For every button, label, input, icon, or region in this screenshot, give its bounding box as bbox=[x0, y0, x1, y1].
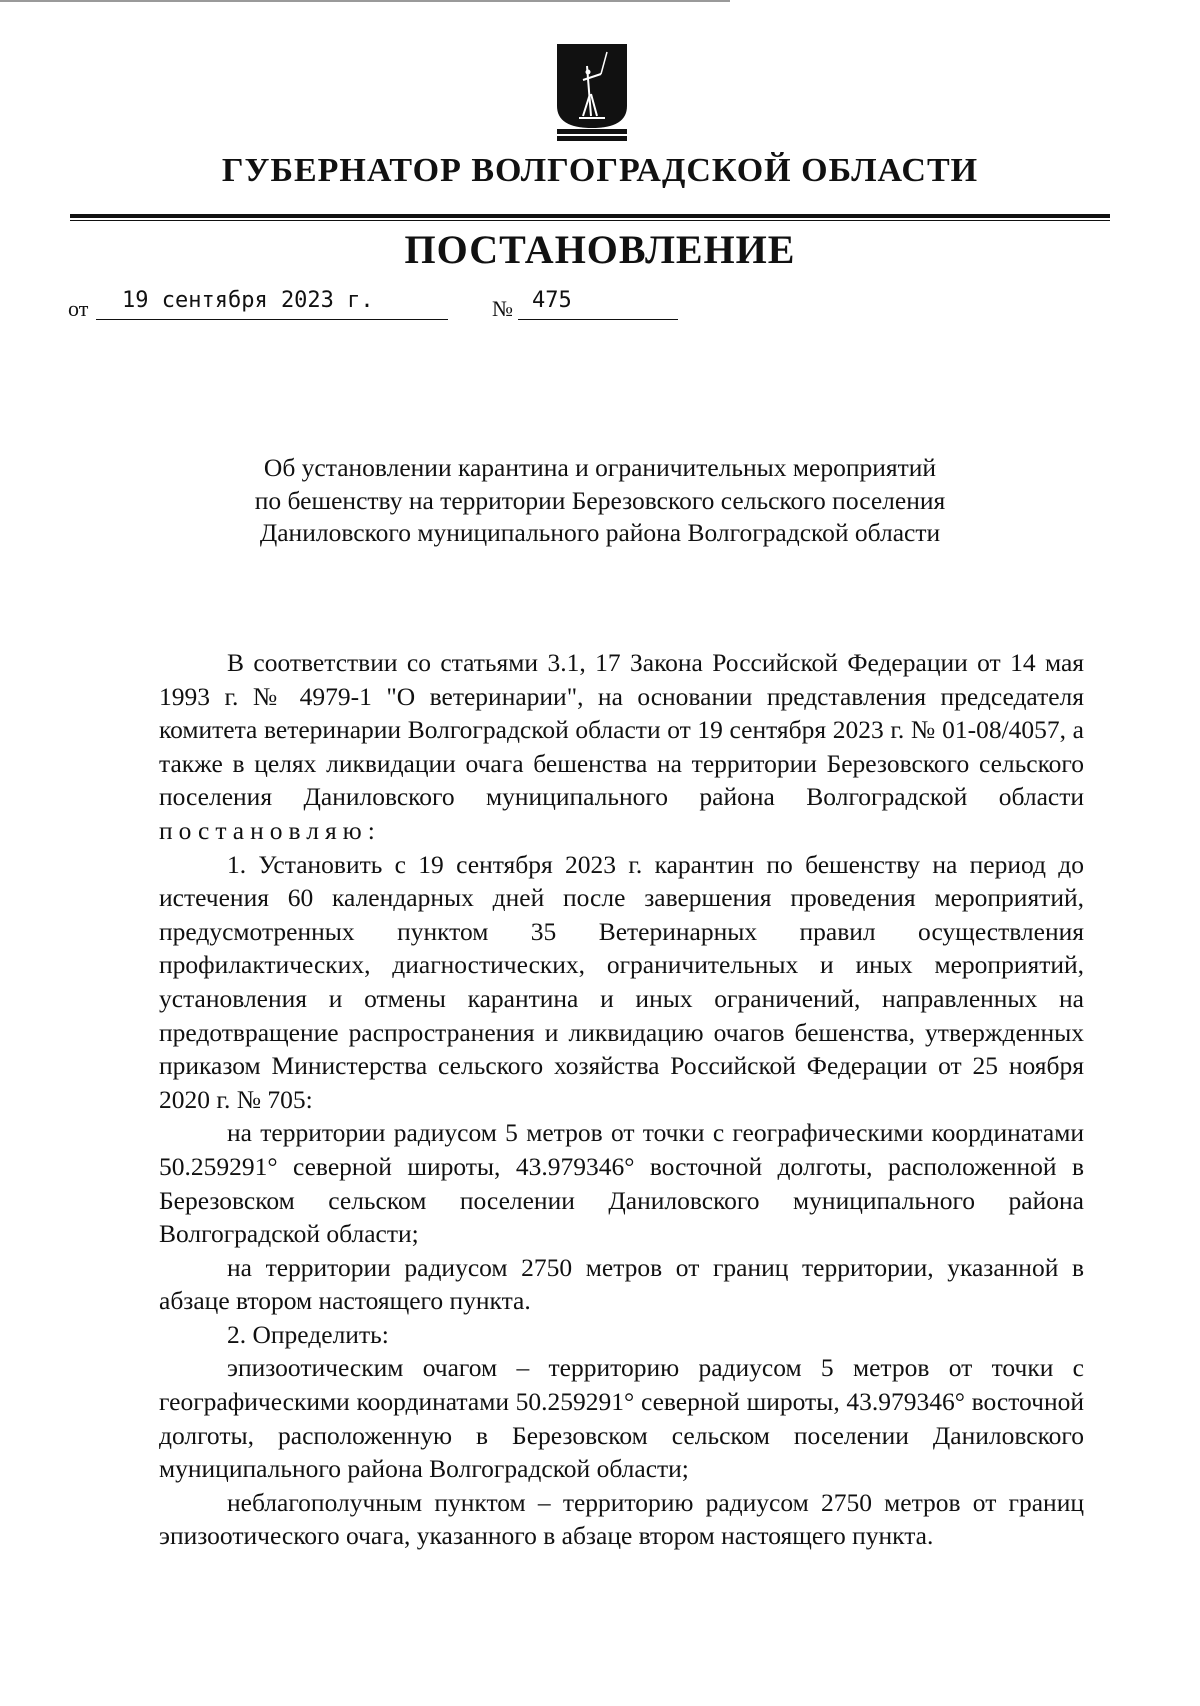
clause-2-abzac-1: эпизоотическим очагом – территорию радиусом 5 метров от точки с географическими координатами 50.259291° северной широты, 43.979346° восточной долготы, расположенную в Березовском сельском поселении Даниловского муниципального района Волгоградской области; bbox=[159, 1353, 1084, 1484]
emblem-base-bars bbox=[557, 129, 627, 141]
decree-word: постановляю: bbox=[159, 815, 381, 845]
document-body bbox=[159, 646, 1084, 1553]
number-prefix: № bbox=[492, 296, 513, 321]
clause-2-abzac-2: неблагополучным пунктом – территорию радиусом 2750 метров от границ эпизоотического очага, указанного в абзаце втором настоящего пункта. bbox=[159, 1487, 1084, 1551]
document-type-title: ПОСТАНОВЛЕНИЕ bbox=[404, 227, 796, 272]
subject-line: по бешенству на территории Березовского сельского поселения bbox=[254, 485, 946, 515]
subject-line: Даниловского муниципального района Волгоградской области bbox=[259, 518, 941, 547]
clause-2: 2. Определить: bbox=[227, 1319, 389, 1349]
document-subject bbox=[180, 452, 1020, 550]
header-rule-thin bbox=[70, 220, 1110, 221]
date-prefix: от bbox=[68, 296, 89, 321]
preamble-text: В соответствии со статьями 3.1, 17 Закона Российской Федерации от 14 мая 1993 г. № 4979-1 "О ветеринарии", на основании представления председателя комитета ветеринарии Волгоградской области от 19 сентября 2023 г. № 01-08/4057, а также в целях ликвидации очага бешенства на территории Березовского сельского поселения Даниловского муниципального района Волгоградской области bbox=[159, 648, 1084, 812]
clause-1: 1. Установить с 19 сентября 2023 г. карантин по бешенству на период до истечения 60 календарных дней после завершения проведения мероприятий, предусмотренных пунктом 35 Ветеринарных правил осуществления профилактических, диагностических, ограничительных и иных мероприятий, установления и отмены карантина и иных ограничений, направленных на предотвращение распространения и ликвидацию очагов бешенства, утвержденных приказом Министерства сельского хозяйства Российской Федерации от 25 ноября 2020 г. № 705: bbox=[159, 849, 1084, 1114]
preamble-paragraph bbox=[159, 646, 1084, 848]
coat-of-arms-icon bbox=[557, 44, 627, 128]
document-number: 475 bbox=[518, 288, 678, 320]
date-number-line bbox=[0, 288, 1200, 328]
scan-edge-line bbox=[0, 0, 730, 2]
subject-line: Об установлении карантина и ограничительных мероприятий bbox=[263, 453, 937, 482]
document-date: 19 сентября 2023 г. bbox=[96, 288, 448, 320]
clause-1-abzac-2: на территории радиусом 2750 метров от границ территории, указанной в абзаце втором настоящего пункта. bbox=[159, 1252, 1084, 1316]
clause-1-abzac-1: на территории радиусом 5 метров от точки с географическими координатами 50.259291° северной широты, 43.979346° восточной долготы, расположенной в Березовском сельском поселении Даниловского муниципального района Волгоградской области; bbox=[159, 1118, 1084, 1249]
issuing-authority: ГУБЕРНАТОР ВОЛГОГРАДСКОЙ ОБЛАСТИ bbox=[221, 152, 979, 189]
header-rule-thick bbox=[70, 214, 1110, 218]
